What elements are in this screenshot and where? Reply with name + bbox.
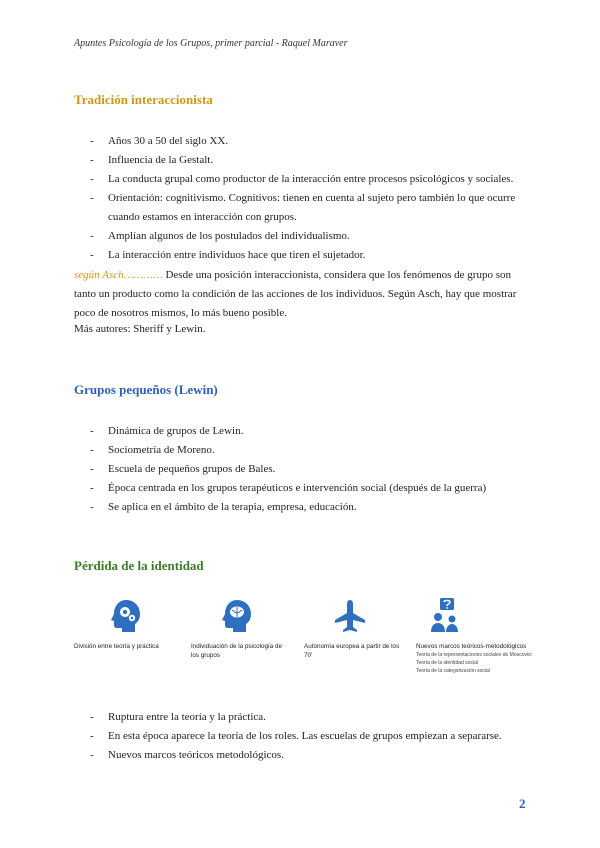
- grupos-pequenos-list: [74, 422, 534, 517]
- identity-infographic: [74, 598, 534, 698]
- list-item: - Orientación: cognitivismo. Cognitivos: tienen en cuenta al sujeto pero también lo que ocurre cuando estamos en interacción con grupos.: [74, 189, 534, 227]
- asch-citation: según Asch…………: [74, 269, 163, 281]
- infographic-card: [191, 598, 291, 660]
- interaccionista-list: [74, 132, 534, 265]
- infographic-card: [74, 598, 174, 651]
- card-subitem: Teoría de la categorización social: [416, 668, 490, 674]
- list-item: - Nuevos marcos teóricos metodológicos.: [74, 746, 534, 765]
- infographic-card: [304, 598, 404, 660]
- list-item: - La conducta grupal como productor de la interacción entre procesos psicológicos y sociales.: [74, 170, 534, 189]
- card-caption: División entre teoría y práctica: [74, 643, 159, 650]
- list-item: - Época centrada en los grupos terapéuticos e intervención social (después de la guerra): [74, 479, 534, 498]
- list-item: - La interacción entre individuos hace que tiren el sujetador.: [74, 246, 534, 265]
- card-caption: Autonomía europea a partir de los 70': [304, 643, 400, 659]
- section-heading-grupos-pequenos: Grupos pequeños (Lewin): [74, 382, 218, 397]
- card-caption: Individuación de la psicología de los grupos: [191, 643, 283, 659]
- list-item: - En esta época aparece la teoría de los roles. Las escuelas de grupos empiezan a separarse.: [74, 727, 534, 746]
- section-heading-perdida-identidad: Pérdida de la identidad: [74, 558, 204, 573]
- page-number: 2: [519, 796, 526, 811]
- card-caption: Nuevos marcos teóricos-metodológicos: [416, 643, 527, 650]
- list-item: - Sociometría de Moreno.: [74, 441, 534, 460]
- list-item: - Amplían algunos de los postulados del individualismo.: [74, 227, 534, 246]
- card-subitem: Teoría de la representaciones sociales de Moscovici: [416, 652, 532, 658]
- people-question-icon: [416, 598, 516, 634]
- head-brain-icon: [191, 598, 291, 634]
- list-item: - Influencia de la Gestalt.: [74, 151, 534, 170]
- section-heading-interaccionista: Tradición interaccionista: [74, 92, 213, 107]
- more-authors: Más autores: Sheriff y Lewin.: [74, 323, 206, 335]
- head-gears-icon: [74, 598, 174, 634]
- card-subitem: Teoría de la identidad social: [416, 660, 478, 666]
- asch-text: Desde una posición interaccionista, considera que los fenómenos de grupo son tanto un producto como la condición de las acciones de los individuos. Según Asch, hay que mostrar poco de nosotros mismos, lo más bueno posible.: [74, 269, 517, 319]
- document-header: Apuntes Psicología de los Grupos, primer parcial - Raquel Maraver: [74, 38, 348, 49]
- list-item: - Ruptura entre la teoría y la práctica.: [74, 708, 534, 727]
- airplane-icon: [304, 598, 404, 634]
- list-item: - Se aplica en el ámbito de la terapia, empresa, educación.: [74, 498, 534, 517]
- perdida-identidad-list: [74, 708, 534, 765]
- list-item: - Años 30 a 50 del siglo XX.: [74, 132, 534, 151]
- infographic-card: [416, 598, 534, 675]
- asch-paragraph: [74, 266, 532, 323]
- list-item: - Dinámica de grupos de Lewin.: [74, 422, 534, 441]
- list-item: - Escuela de pequeños grupos de Bales.: [74, 460, 534, 479]
